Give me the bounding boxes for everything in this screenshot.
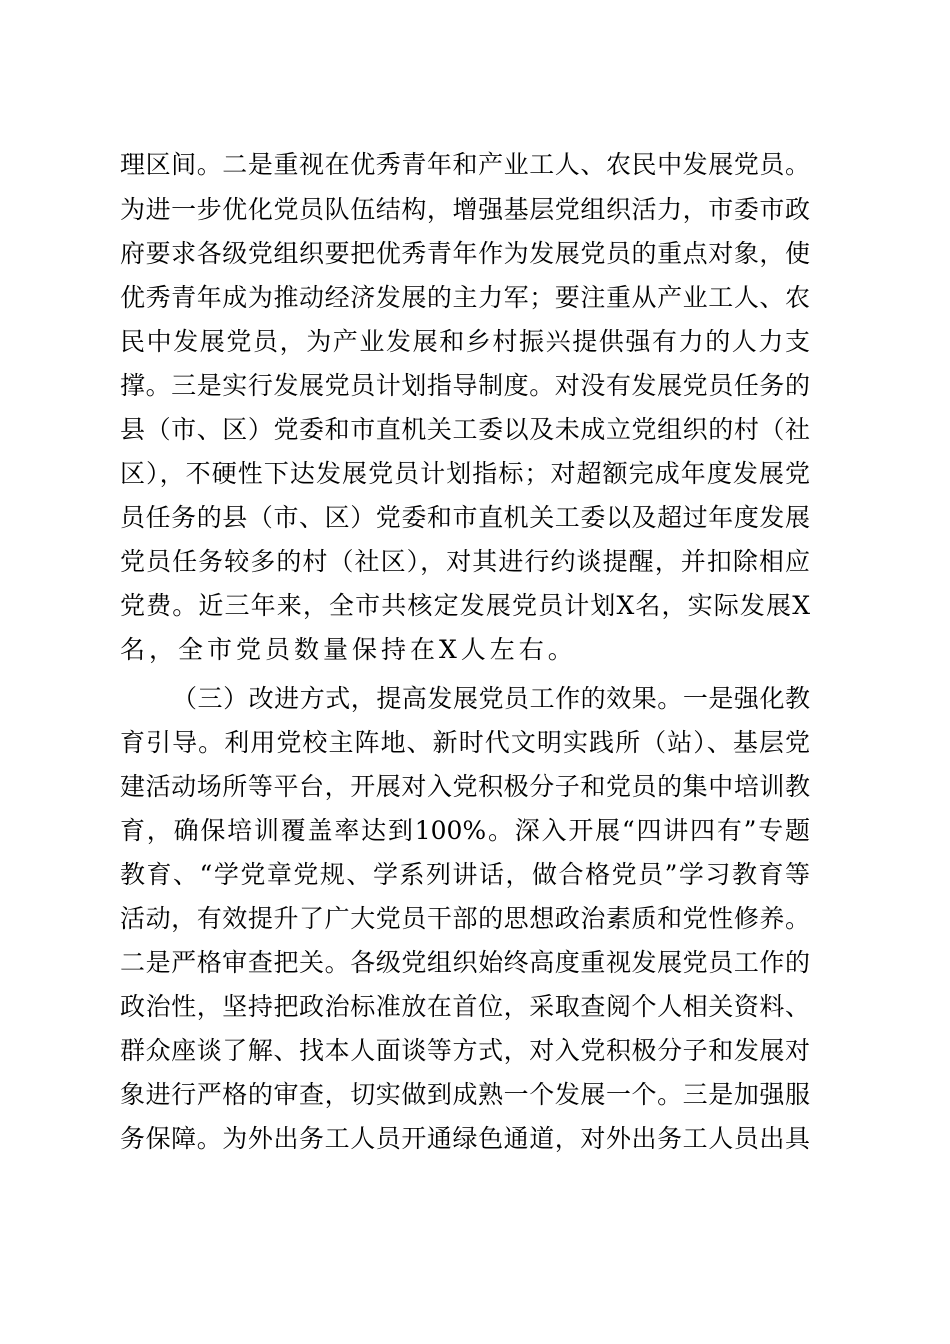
- text-line: 为进一步优化党员队伍结构，增强基层党组织活力，市委市政: [120, 195, 810, 224]
- text-line: 政治性，坚持把政治标准放在首位，采取查阅个人相关资料、: [120, 992, 810, 1021]
- text-line: 名，全市党员数量保持在X人左右。: [120, 635, 577, 664]
- text-line: 教育、“学党章党规、学系列讲话，做合格党员”学习教育等: [120, 860, 810, 889]
- text-line: 县（市、区）党委和市直机关工委以及未成立党组织的村（社: [120, 415, 810, 444]
- text-line: 民中发展党员，为产业发展和乡村振兴提供强有力的人力支: [120, 327, 810, 356]
- text-line: 撑。三是实行发展党员计划指导制度。对没有发展党员任务的: [120, 371, 810, 400]
- text-line: 理区间。二是重视在优秀青年和产业工人、农民中发展党员。: [120, 150, 810, 179]
- text-line: 党员任务较多的村（社区），对其进行约谈提醒，并扣除相应: [120, 547, 810, 576]
- text-line: 区），不硬性下达发展党员计划指标；对超额完成年度发展党: [120, 459, 810, 488]
- text-line: 府要求各级党组织要把优秀青年作为发展党员的重点对象，使: [120, 239, 810, 268]
- text-line: 育引导。利用党校主阵地、新时代文明实践所（站）、基层党: [120, 728, 810, 757]
- text-line: 优秀青年成为推动经济发展的主力军；要注重从产业工人、农: [120, 283, 810, 312]
- text-line: 群众座谈了解、找本人面谈等方式，对入党积极分子和发展对: [120, 1036, 810, 1065]
- text-line: 党费。近三年来，全市共核定发展党员计划X名，实际发展X: [120, 591, 810, 620]
- text-line: 建活动场所等平台，开展对入党积极分子和党员的集中培训教: [120, 772, 810, 801]
- text-line: 务保障。为外出务工人员开通绿色通道，对外出务工人员出具: [120, 1124, 810, 1153]
- text-line: 活动，有效提升了广大党员干部的思想政治素质和党性修养。: [120, 904, 810, 933]
- text-line: 象进行严格的审查，切实做到成熟一个发展一个。三是加强服: [120, 1080, 810, 1109]
- text-line: 育，确保培训覆盖率达到100%。深入开展“四讲四有”专题: [120, 816, 810, 845]
- text-line: 二是严格审查把关。各级党组织始终高度重视发展党员工作的: [120, 948, 810, 977]
- section-heading-line: （三）改进方式，提高发展党员工作的效果。一是强化教: [172, 684, 810, 713]
- text-line: 员任务的县（市、区）党委和市直机关工委以及超过年度发展: [120, 503, 810, 532]
